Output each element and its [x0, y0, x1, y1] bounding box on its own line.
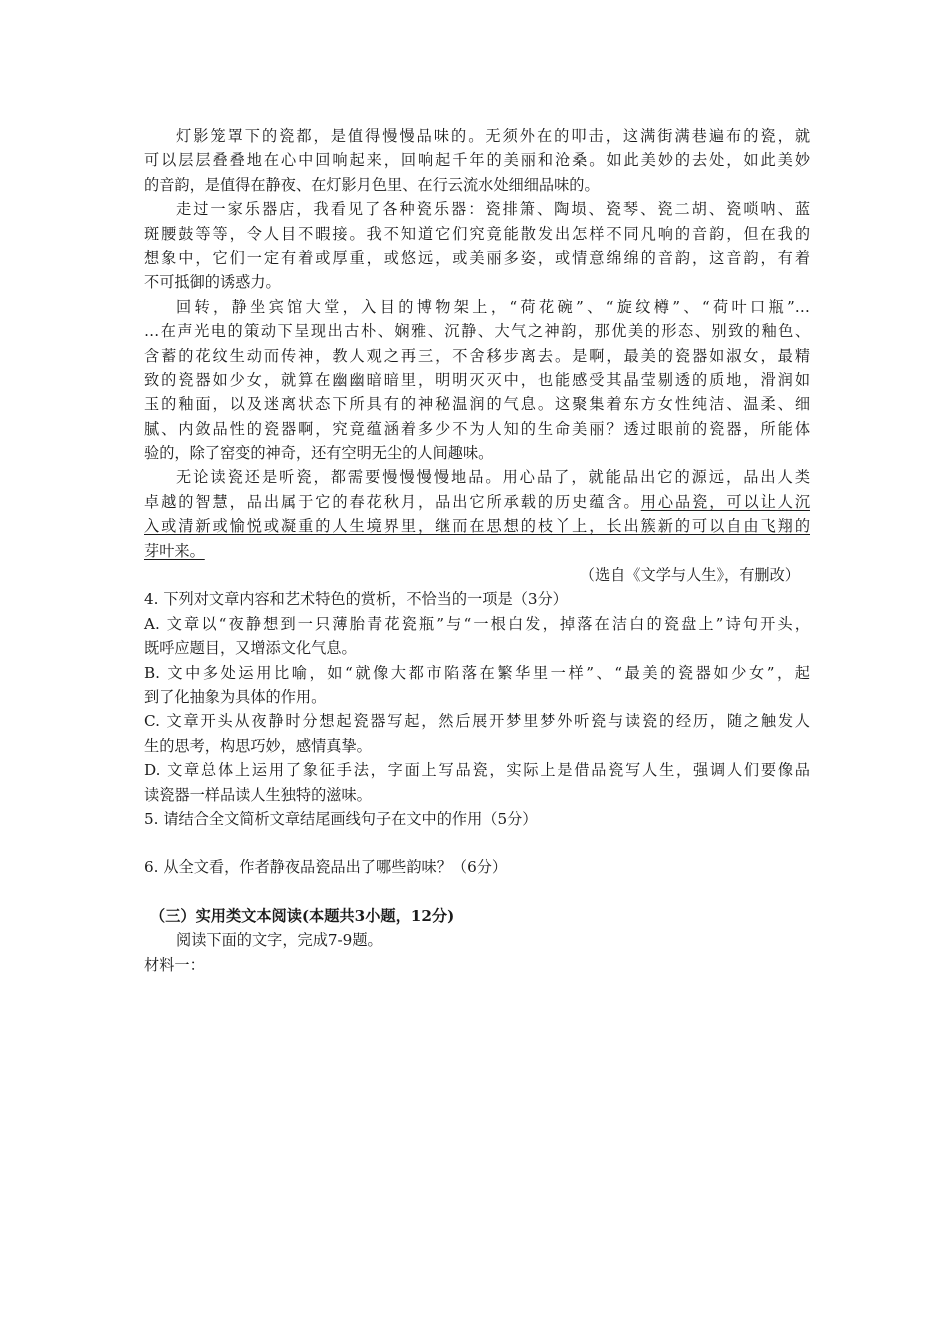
- option-a: A. 文章以“夜静想到一只薄胎青花瓷瓶”与“一根白发，掉落在洁白的瓷盘上”诗句开头，: [144, 614, 810, 633]
- option-b: 到了化抽象为具体的作用。: [144, 687, 327, 706]
- question-4: [144, 587, 810, 807]
- question-6: 6. 从全文看，作者静夜品瓷品出了哪些韵味？（6分）: [144, 858, 508, 877]
- text-line: 斑腰鼓等等，令人目不暇接。我不知道它们究竟能散发出怎样不同凡响的音韵，但在我的: [144, 224, 810, 243]
- option-a: 既呼应题目，又增添文化气息。: [144, 639, 357, 658]
- text-line: 不可抵御的诱惑力。: [144, 273, 281, 292]
- option-d: 读瓷器一样品读人生独特的滋味。: [144, 785, 372, 804]
- underlined-sentence: 入或清新或愉悦或凝重的人生境界里，继而在思想的枝丫上，长出簇新的可以自由飞翔的: [144, 517, 810, 536]
- text-line: 含蓄的花纹生动而传神，教人观之再三，不舍移步离去。是啊，最美的瓷器如淑女，最精: [144, 346, 810, 365]
- option-d: D. 文章总体上运用了象征手法，字面上写品瓷，实际上是借品瓷写人生，强调人们要像品: [144, 761, 810, 780]
- text-line: 致的瓷器如少女，就算在幽幽暗暗里，明明灭灭中，也能感受其晶莹剔透的质地，滑润如: [144, 370, 810, 389]
- text-line: …在声光电的策动下呈现出古朴、娴雅、沉静、大气之神韵，那优美的形态、别致的釉色、: [144, 322, 810, 341]
- paragraph-4: [144, 465, 810, 563]
- option-c: 生的思考，构思巧妙，感情真挚。: [144, 736, 372, 755]
- text-line: 回转，静坐宾馆大堂，入目的博物架上，“荷花碗”、“旋纹樽”、“荷叶口瓶”…: [176, 297, 810, 316]
- text-line: 想象中，它们一定有着或厚重，或悠远，或美丽多姿，或情意绵绵的音韵，这音韵，有着: [144, 248, 810, 267]
- material-label: 材料一：: [144, 955, 205, 974]
- section-heading: （三）实用类文本阅读(本题共3小题，12分): [150, 906, 455, 925]
- text-line: 玉的釉面，以及迷离状态下所具有的神秘温润的气息。这聚集着东方女性纯洁、温柔、细: [144, 395, 810, 414]
- section-instruction: 阅读下面的文字，完成7-9题。: [176, 931, 383, 950]
- text-line: [144, 490, 810, 514]
- underlined-sentence: 用心品瓷，可以让人沉: [640, 492, 811, 511]
- answer-space: [144, 880, 810, 904]
- paragraph-3: [144, 295, 810, 466]
- text-line: [144, 539, 810, 563]
- text-line: 无论读瓷还是听瓷，都需要慢慢慢慢地品。用心品了，就能品出它的源远，品出人类: [176, 468, 810, 487]
- question-stem: 4. 下列对文章内容和艺术特色的赏析，不恰当的一项是（3分）: [144, 590, 568, 609]
- document-page: [144, 124, 810, 977]
- paragraph-1: [144, 124, 810, 197]
- source-citation: （选自《文学与人生》，有删改）: [579, 566, 800, 585]
- question-5: 5. 请结合全文简析文章结尾画线句子在文中的作用（5分）: [144, 809, 538, 828]
- text-line: 可以层层叠叠地在心中回响起来，回响起千年的美丽和沧桑。如此美妙的去处，如此美妙: [144, 151, 810, 170]
- text-line: 验的，除了窑变的神奇，还有空明无尘的人间趣味。: [144, 444, 494, 463]
- text-line: 灯影笼罩下的瓷都，是值得慢慢品味的。无须外在的叩击，这满街满巷遍布的瓷，就: [176, 127, 810, 145]
- text-line: 腻、内敛品性的瓷器啊，究竟蕴涵着多少不为人知的生命美丽？透过眼前的瓷器，所能体: [144, 419, 810, 438]
- text-line: 的音韵，是值得在静夜、在灯影月色里、在行云流水处细细品味的。: [144, 175, 600, 194]
- option-b: B. 文中多处运用比喻，如“就像大都市陷落在繁华里一样”、“最美的瓷器如少女”，起: [144, 663, 810, 682]
- plain-text: 卓越的智慧，品出属于它的春花秋月，品出它所承载的历史蕴含。: [144, 492, 641, 511]
- answer-space: [144, 831, 810, 855]
- paragraph-2: [144, 197, 810, 295]
- underlined-sentence: 芽叶来。: [144, 541, 205, 560]
- option-c: C. 文章开头从夜静时分想起瓷器写起，然后展开梦里梦外听瓷与读瓷的经历，随之触发人: [144, 712, 810, 731]
- text-line: 走过一家乐器店，我看见了各种瓷乐器：瓷排箫、陶埙、瓷琴、瓷二胡、瓷唢呐、蓝: [176, 200, 810, 219]
